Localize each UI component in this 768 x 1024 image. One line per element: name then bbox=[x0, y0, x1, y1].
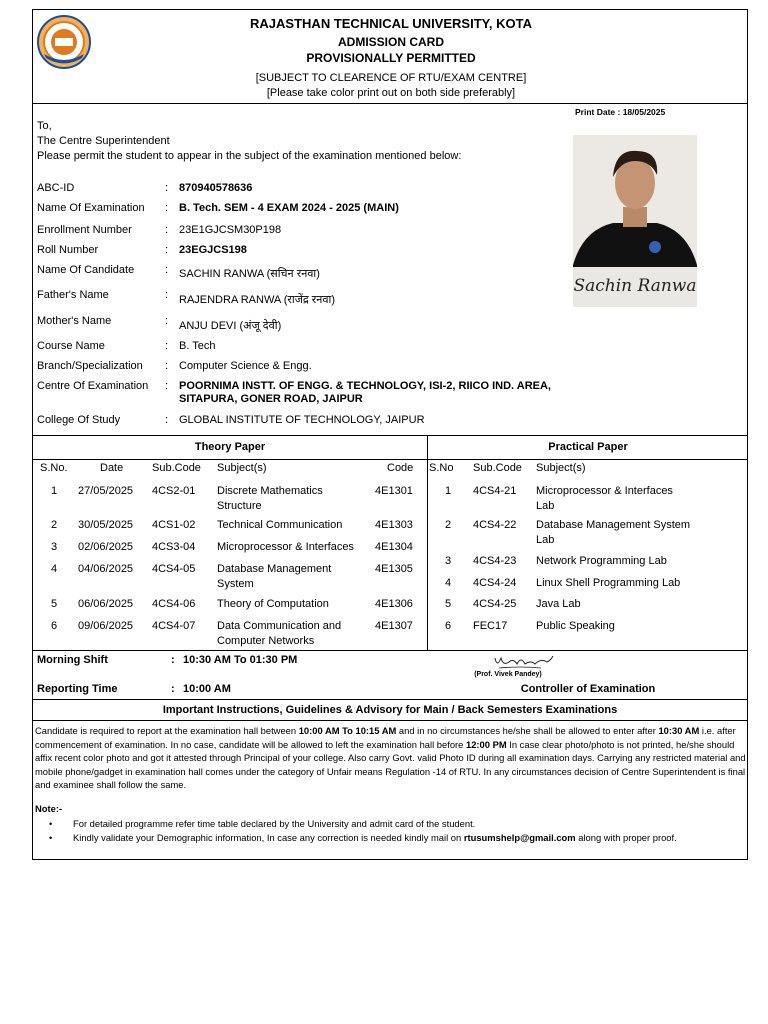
instructions-title: Important Instructions, Guidelines & Advisory for Main / Back Semesters Examinations bbox=[162, 704, 618, 716]
detail-colon: : bbox=[165, 289, 169, 301]
morning-shift-colon: : bbox=[171, 654, 175, 666]
table-row: 5 4CS4-25 Java Lab bbox=[445, 598, 581, 610]
practical-col-subcode: Sub.Code bbox=[473, 462, 522, 474]
letter-body: Please permit the student to appear in the subject of the examination mentioned below: bbox=[37, 150, 462, 162]
note-label: Note:- bbox=[35, 803, 63, 814]
theory-col-code: Code bbox=[387, 462, 414, 474]
table-row: 6 FEC17 Public Speaking bbox=[445, 620, 615, 632]
letter-recipient: The Centre Superintendent bbox=[37, 135, 170, 147]
theory-col-subcode: Sub.Code bbox=[152, 462, 201, 474]
college-value: GLOBAL INSTITUTE OF TECHNOLOGY, JAIPUR bbox=[179, 414, 425, 426]
morning-shift-label: Morning Shift bbox=[37, 654, 108, 666]
admission-card bbox=[32, 9, 748, 860]
mother-name-value: ANJU DEVI (अंजू देवी) bbox=[179, 320, 282, 332]
table-row: 2 30/05/2025 4CS1-02 Technical Communication 4E1303 bbox=[51, 519, 413, 531]
note-bullet-1: For detailed programme refer time table declared by the University and admit card of the student. bbox=[73, 818, 476, 829]
theory-col-sno: S.No. bbox=[40, 462, 68, 474]
header-note-print: [Please take color print out on both side preferably] bbox=[266, 87, 516, 99]
university-name: RAJASTHAN TECHNICAL UNIVERSITY, KOTA bbox=[250, 16, 532, 31]
theory-col-date: Date bbox=[100, 462, 124, 474]
detail-colon: : bbox=[165, 380, 169, 392]
instructions-paragraph: Candidate is required to report at the examination hall between 10:00 AM To 10:15 AM and in no circumstances he/she shall be allowed to enter after 10:30 AM i.e. after commencement of examination. In no case, candidate will be allowed to left the examination hall before 12:00 PM In case clear photo/photo is not printed, he/she should affix recent color photo and got it attested through Principal of your college. Also carry Govt. valid Photo ID during all examination days. Carrying any restricted material and mobile phone/gadget in examination hall comes under the category of Unfair means Regulation -14 of RTU. In any circumstances decision of Centre Superintendent is final and examinee shall follow the same. bbox=[35, 725, 746, 790]
detail-colon: : bbox=[165, 182, 169, 194]
roll-number-value: 23EGJCS198 bbox=[179, 244, 247, 256]
practical-col-sno: S.No bbox=[429, 462, 454, 474]
reporting-time-value: 10:00 AM bbox=[183, 683, 231, 695]
exam-name-value: B. Tech. SEM - 4 EXAM 2024 - 2025 (MAIN) bbox=[179, 202, 399, 214]
practical-title: Practical Paper bbox=[548, 441, 628, 453]
detail-label: ABC-ID bbox=[37, 182, 75, 194]
table-row: 3 4CS4-23 Network Programming Lab bbox=[445, 555, 667, 567]
header-divider bbox=[33, 103, 747, 104]
branch-value: Computer Science & Engg. bbox=[179, 360, 312, 372]
detail-colon: : bbox=[165, 224, 169, 236]
father-name-value: RAJENDRA RANWA (राजेंद्र रनवा) bbox=[179, 294, 336, 306]
instructions-title-border bbox=[33, 720, 747, 721]
centre-value: POORNIMA INSTT. OF ENGG. & TECHNOLOGY, ISI-2, RIICO IND. AREA, bbox=[179, 380, 551, 392]
instructions-top-border bbox=[33, 699, 747, 700]
candidate-name-value: SACHIN RANWA (सचिन रनवा) bbox=[179, 268, 320, 280]
detail-label: Name Of Examination bbox=[37, 202, 145, 214]
print-date: Print Date : 18/05/2025 bbox=[575, 107, 666, 117]
signatory-name: (Prof. Vivek Pandey) bbox=[474, 671, 542, 678]
detail-label: Mother's Name bbox=[37, 315, 112, 327]
controller-title: Controller of Examination bbox=[520, 683, 656, 695]
abc-id-value: 870940578636 bbox=[179, 182, 253, 194]
detail-label: Enrollment Number bbox=[37, 224, 132, 236]
detail-label: College Of Study bbox=[37, 414, 121, 426]
table-row: 1 4CS4-21 Microprocessor & Interfaces Lab bbox=[445, 485, 673, 512]
note-bullet-2: Kindly validate your Demographic information, In case any correction is needed kindly mail on rtusumshelp@gmail.com along with proper proof. bbox=[73, 832, 677, 843]
header-note-clearance: [SUBJECT TO CLEARENCE OF RTU/EXAM CENTRE] bbox=[255, 72, 527, 84]
centre-value-line2: SITAPURA, GONER ROAD, JAIPUR bbox=[179, 393, 363, 405]
morning-shift-value: 10:30 AM To 01:30 PM bbox=[183, 654, 298, 666]
course-value: B. Tech bbox=[179, 340, 216, 352]
table-row: 6 09/06/2025 4CS4-07 Data Communication and Computer Networks 4E1307 bbox=[51, 620, 413, 647]
detail-colon: : bbox=[165, 244, 169, 256]
table-row: 5 06/06/2025 4CS4-06 Theory of Computation 4E1306 bbox=[51, 598, 413, 610]
candidate-photo bbox=[573, 135, 697, 307]
enrollment-value: 23E1GJCSM30P198 bbox=[179, 224, 282, 236]
detail-label: Roll Number bbox=[37, 244, 99, 256]
bullet-dot: • bbox=[49, 818, 53, 829]
letter-to: To, bbox=[37, 120, 52, 132]
table-row: 3 02/06/2025 4CS3-04 Microprocessor & Interfaces 4E1304 bbox=[51, 541, 413, 553]
detail-label: Course Name bbox=[37, 340, 105, 352]
candidate-signature: Sachin Ranwa bbox=[573, 276, 697, 296]
bullet-dot: • bbox=[49, 832, 53, 843]
detail-colon: : bbox=[165, 414, 169, 426]
detail-colon: : bbox=[165, 202, 169, 214]
detail-label: Father's Name bbox=[37, 289, 109, 301]
theory-title: Theory Paper bbox=[194, 441, 266, 453]
practical-col-subject: Subject(s) bbox=[536, 462, 586, 474]
theory-col-subject: Subject(s) bbox=[217, 462, 267, 474]
detail-label: Name Of Candidate bbox=[37, 264, 135, 276]
detail-label: Centre Of Examination bbox=[37, 380, 149, 392]
table-row: 1 27/05/2025 4CS2-01 Discrete Mathematics Structure 4E1301 bbox=[51, 485, 413, 512]
table-row: 4 4CS4-24 Linux Shell Programming Lab bbox=[445, 577, 681, 589]
card-status: PROVISIONALLY PERMITTED bbox=[306, 51, 476, 65]
table-row: 4 04/06/2025 4CS4-05 Database Management System 4E1305 bbox=[51, 563, 413, 590]
card-title: ADMISSION CARD bbox=[337, 35, 444, 49]
table-top-border bbox=[33, 435, 747, 436]
detail-colon: : bbox=[165, 264, 169, 276]
detail-colon: : bbox=[165, 315, 169, 327]
detail-colon: : bbox=[165, 340, 169, 352]
table-row: 2 4CS4-22 Database Management System Lab bbox=[445, 519, 691, 546]
reporting-time-colon: : bbox=[171, 683, 175, 695]
controller-signature-icon bbox=[491, 652, 555, 672]
table-bottom-border bbox=[33, 650, 747, 651]
table-header-border bbox=[33, 459, 747, 460]
detail-colon: : bbox=[165, 360, 169, 372]
reporting-time-label: Reporting Time bbox=[37, 683, 118, 695]
detail-label: Branch/Specialization bbox=[37, 360, 143, 372]
